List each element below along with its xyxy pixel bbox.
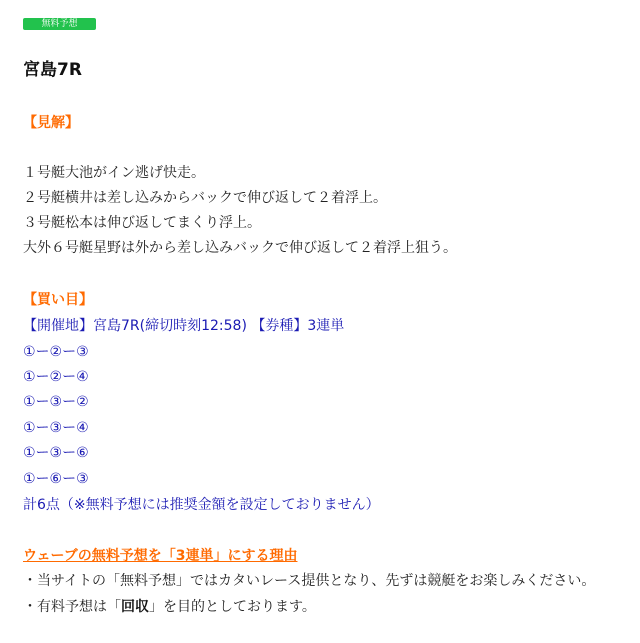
opinion-line-4: 大外６号艇星野は外から差し込みバックで伸び返して２着浮上狙う。 bbox=[23, 240, 457, 256]
race-title: 宮島7R bbox=[23, 60, 82, 80]
opinion-line-2: ２号艇横井は差し込みからバックで伸び返して２着浮上。 bbox=[23, 190, 387, 206]
bet-combo: ①ー⑥ー③ bbox=[23, 471, 89, 487]
reason-line-1: ・当サイトの「無料予想」ではカタいレース提供となり、先ずは競艇をお楽しみください。 bbox=[23, 573, 596, 589]
reason-heading: ウェーブの無料予想を「3連単」にする理由 bbox=[23, 548, 298, 564]
bet-combo: ①ー③ー⑥ bbox=[23, 445, 89, 461]
opinion-line-1: １号艇大池がイン逃げ快走。 bbox=[23, 165, 205, 181]
bet-total: 計6点（※無料予想には推奨金額を設定しておりません） bbox=[23, 497, 380, 513]
free-prediction-badge: 無料予想 bbox=[23, 18, 96, 30]
bet-combo: ①ー②ー④ bbox=[23, 369, 89, 385]
reason-line-2-prefix: ・有料予想は「 bbox=[23, 599, 121, 615]
reason-line-2 bbox=[23, 597, 316, 617]
bet-combo: ①ー②ー③ bbox=[23, 344, 89, 360]
bets-heading: 【買い目】 bbox=[23, 292, 93, 308]
bet-combo: ①ー③ー④ bbox=[23, 420, 89, 436]
bet-combo: ①ー③ー② bbox=[23, 394, 89, 410]
opinion-line-3: ３号艇松本は伸び返してまくり浮上。 bbox=[23, 215, 261, 231]
opinion-heading: 【見解】 bbox=[23, 115, 79, 131]
reason-line-2-suffix: 」を目的としております。 bbox=[149, 599, 316, 615]
reason-line-2-emphasis: 回収 bbox=[121, 599, 149, 615]
bet-info: 【開催地】宮島7R(締切時刻12:58) 【券種】3連単 bbox=[23, 318, 345, 334]
